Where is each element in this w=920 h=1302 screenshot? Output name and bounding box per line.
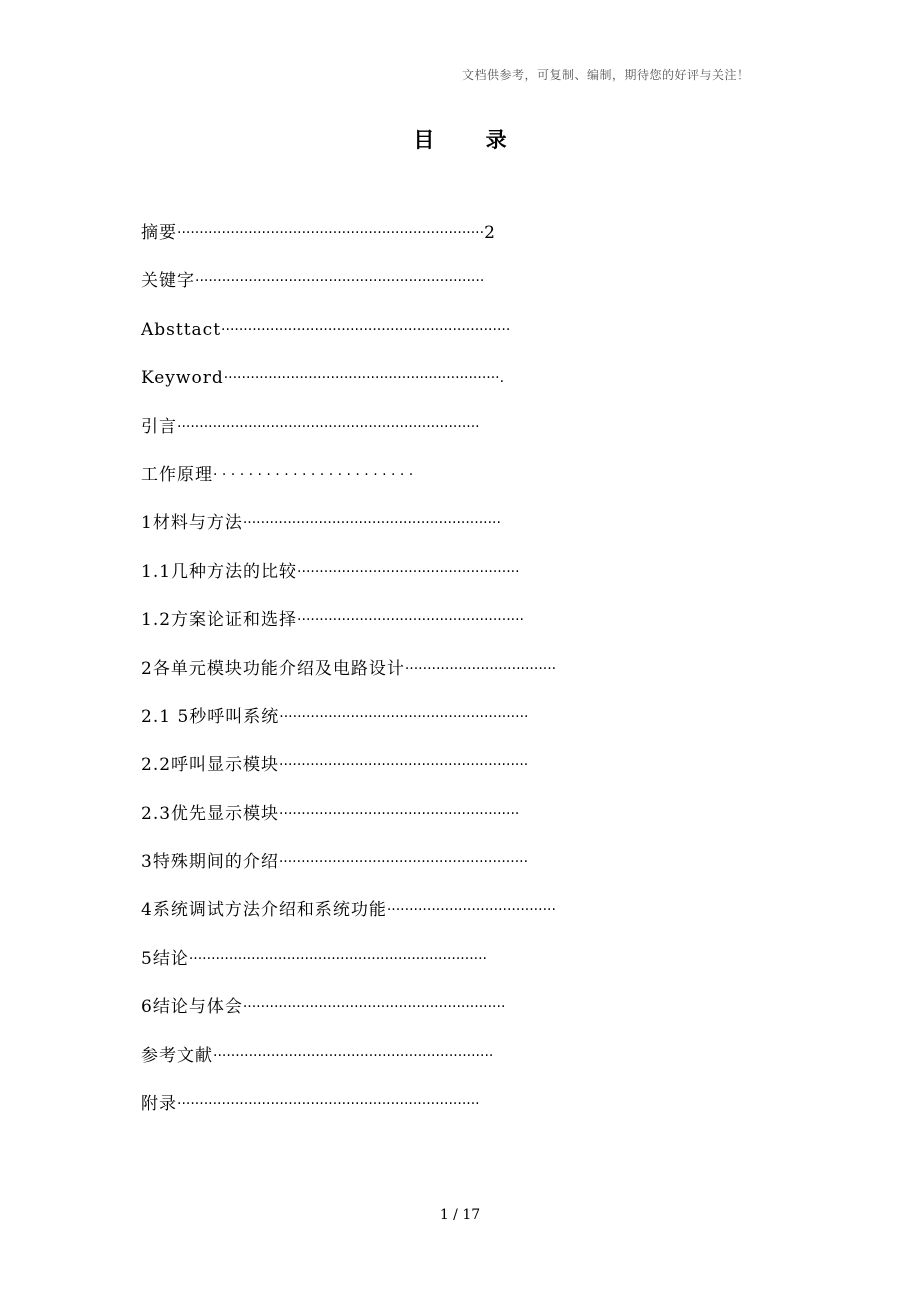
toc-entry[interactable]	[141, 702, 741, 750]
toc-leader: ···························································	[242, 999, 506, 1016]
toc-entry[interactable]	[141, 992, 741, 1040]
toc-leader: ····································································	[177, 1096, 480, 1113]
toc-leader: ····································································	[177, 418, 480, 435]
toc-entry[interactable]	[141, 847, 741, 895]
toc-leader: ······························································.	[223, 370, 505, 387]
toc-leader: ························································	[278, 854, 529, 871]
toc-label: 5结论	[141, 948, 189, 969]
toc-leader: ·································································	[195, 273, 485, 290]
toc-label: 摘要	[141, 223, 177, 243]
page-number: 1 / 17	[439, 1207, 481, 1223]
page-title: 目 录	[413, 127, 529, 152]
toc-label: 6结论与体会	[141, 997, 243, 1018]
toc-leader: ···················································	[297, 612, 525, 629]
toc-entry[interactable]	[141, 654, 741, 702]
toc-label: 3特殊期间的介绍	[141, 852, 279, 873]
table-of-contents	[141, 218, 741, 1137]
toc-entry[interactable]	[141, 315, 741, 363]
toc-entry[interactable]	[141, 266, 741, 314]
toc-entry[interactable]	[141, 460, 741, 508]
toc-entry[interactable]	[141, 412, 741, 460]
toc-entry[interactable]	[141, 750, 741, 798]
toc-entry[interactable]	[141, 1089, 741, 1137]
toc-leader: ························································	[279, 757, 529, 774]
toc-entry[interactable]	[141, 508, 741, 556]
toc-entry[interactable]	[141, 557, 741, 605]
toc-label: 2各单元模块功能介绍及电路设计	[141, 658, 405, 679]
toc-label: 2.3优先显示模块	[141, 803, 280, 824]
toc-label: 1材料与方法	[141, 513, 243, 534]
toc-label: 附录	[141, 1094, 177, 1115]
toc-label: Absttact	[141, 319, 222, 340]
toc-label: 4系统调试方法介绍和系统功能	[141, 900, 387, 921]
toc-entry[interactable]	[141, 218, 741, 266]
toc-entry[interactable]	[141, 363, 741, 411]
toc-leader: ··························································	[242, 515, 501, 532]
toc-leader: ···································································	[188, 950, 487, 967]
toc-leader: ·····································································	[177, 225, 485, 241]
toc-entry[interactable]	[141, 605, 741, 653]
toc-entry[interactable]	[141, 944, 741, 992]
toc-page: 2	[484, 223, 496, 243]
toc-leader: ······················································	[279, 805, 520, 822]
toc-label: 2.1 5秒呼叫系统	[141, 706, 280, 727]
toc-entry[interactable]	[141, 895, 741, 943]
toc-label: 引言	[141, 416, 177, 437]
toc-label: 2.2呼叫显示模块	[141, 755, 280, 776]
toc-leader: · · · · · · · · · · · · · · · · · · · · · · ·	[213, 466, 414, 483]
toc-leader: ······································	[386, 902, 556, 919]
toc-entry[interactable]	[141, 1041, 741, 1089]
toc-label: 1.2方案论证和选择	[141, 610, 298, 631]
toc-label: Keyword	[141, 368, 224, 389]
toc-label: 工作原理	[141, 464, 213, 485]
toc-entry[interactable]	[141, 799, 741, 847]
toc-label: 参考文献	[141, 1045, 213, 1066]
toc-label: 关键字	[141, 271, 195, 292]
toc-leader: ·································································	[221, 321, 511, 338]
toc-leader: ·······························································	[213, 1047, 494, 1064]
toc-leader: ························································	[279, 708, 529, 725]
toc-label: 1.1几种方法的比较	[141, 561, 298, 582]
toc-leader: ··································	[404, 660, 557, 677]
header-note: 文档供参考，可复制、编制，期待您的好评与关注！	[462, 68, 750, 82]
toc-leader: ··················································	[297, 563, 520, 580]
